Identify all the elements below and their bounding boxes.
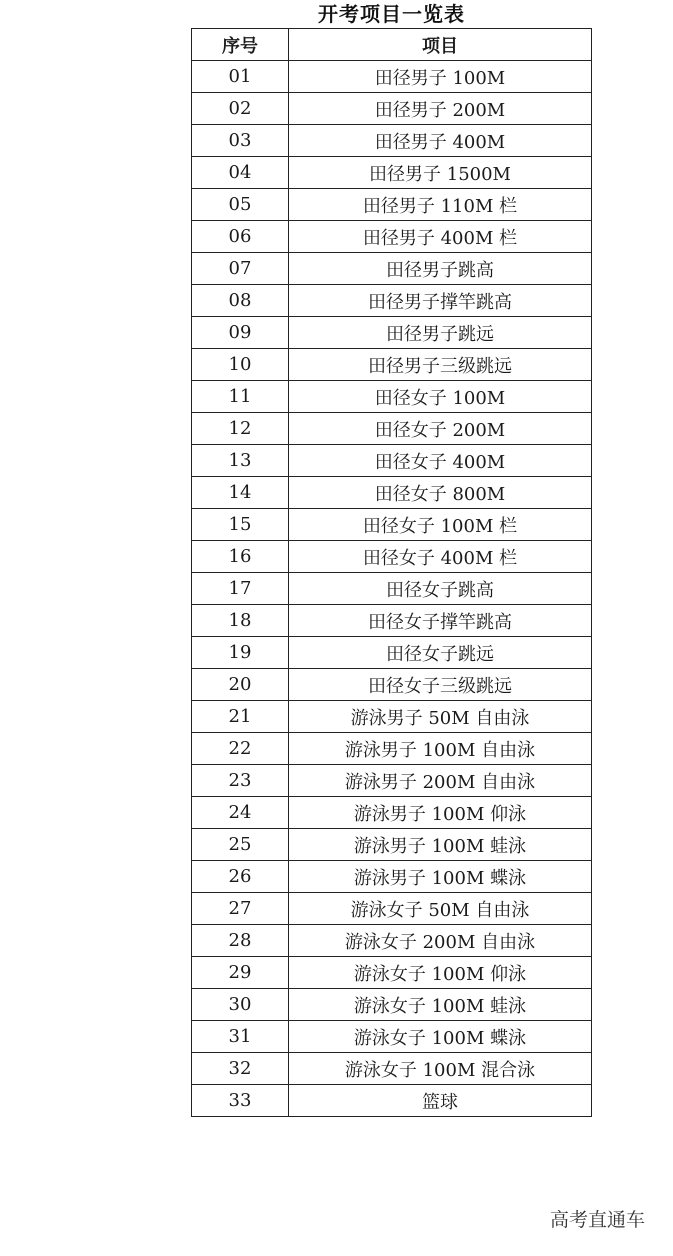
serial-number-cell: 21: [192, 701, 289, 733]
serial-number-cell: 33: [192, 1085, 289, 1117]
table-row: [192, 989, 592, 1021]
serial-number-cell: 32: [192, 1053, 289, 1085]
item-name-cell: 游泳男子 100M 仰泳: [289, 797, 592, 829]
item-name-cell: 篮球: [289, 1085, 592, 1117]
table-row: [192, 221, 592, 253]
serial-number-cell: 24: [192, 797, 289, 829]
serial-number-cell: 15: [192, 509, 289, 541]
table-row: [192, 637, 592, 669]
serial-number-cell: 07: [192, 253, 289, 285]
serial-number-cell: 11: [192, 381, 289, 413]
item-name-cell: 游泳女子 100M 混合泳: [289, 1053, 592, 1085]
table-row: [192, 61, 592, 93]
table-header-row: [192, 29, 592, 61]
serial-number-cell: 03: [192, 125, 289, 157]
item-name-cell: 田径女子 100M: [289, 381, 592, 413]
serial-number-cell: 05: [192, 189, 289, 221]
item-name-cell: 田径男子跳高: [289, 253, 592, 285]
serial-number-cell: 16: [192, 541, 289, 573]
table-row: [192, 477, 592, 509]
table-row: [192, 861, 592, 893]
table-row: [192, 93, 592, 125]
serial-number-cell: 06: [192, 221, 289, 253]
item-name-cell: 游泳女子 50M 自由泳: [289, 893, 592, 925]
item-name-cell: 田径男子 1500M: [289, 157, 592, 189]
table-row: [192, 413, 592, 445]
table-row: [192, 573, 592, 605]
item-name-cell: 游泳女子 100M 仰泳: [289, 957, 592, 989]
table-row: [192, 925, 592, 957]
item-name-cell: 田径女子三级跳远: [289, 669, 592, 701]
watermark-text: 高考直通车: [549, 1209, 645, 1231]
item-name-cell: 田径女子撑竿跳高: [289, 605, 592, 637]
table-row: [192, 669, 592, 701]
item-name-cell: 游泳女子 100M 蛙泳: [289, 989, 592, 1021]
item-name-cell: 田径男子跳远: [289, 317, 592, 349]
item-name-cell: 游泳女子 100M 蝶泳: [289, 1021, 592, 1053]
table-row: [192, 253, 592, 285]
item-name-cell: 游泳男子 100M 蝶泳: [289, 861, 592, 893]
table-row: [192, 829, 592, 861]
header-serial-number: 序号: [192, 29, 289, 61]
table-row: [192, 189, 592, 221]
item-name-cell: 田径男子撑竿跳高: [289, 285, 592, 317]
serial-number-cell: 01: [192, 61, 289, 93]
serial-number-cell: 26: [192, 861, 289, 893]
item-name-cell: 田径男子三级跳远: [289, 349, 592, 381]
serial-number-cell: 02: [192, 93, 289, 125]
item-name-cell: 田径男子 400M: [289, 125, 592, 157]
serial-number-cell: 22: [192, 733, 289, 765]
table-row: [192, 1053, 592, 1085]
item-name-cell: 游泳男子 100M 自由泳: [289, 733, 592, 765]
item-name-cell: 田径男子 110M 栏: [289, 189, 592, 221]
serial-number-cell: 28: [192, 925, 289, 957]
table-row: [192, 349, 592, 381]
item-name-cell: 田径男子 100M: [289, 61, 592, 93]
table-row: [192, 797, 592, 829]
table-row: [192, 1021, 592, 1053]
table-row: [192, 733, 592, 765]
item-name-cell: 田径女子跳高: [289, 573, 592, 605]
serial-number-cell: 19: [192, 637, 289, 669]
exam-items-table: [191, 28, 592, 1117]
serial-number-cell: 25: [192, 829, 289, 861]
table-row: [192, 509, 592, 541]
item-name-cell: 田径女子 800M: [289, 477, 592, 509]
serial-number-cell: 04: [192, 157, 289, 189]
item-name-cell: 游泳男子 200M 自由泳: [289, 765, 592, 797]
item-name-cell: 游泳男子 50M 自由泳: [289, 701, 592, 733]
serial-number-cell: 27: [192, 893, 289, 925]
table-row: [192, 957, 592, 989]
item-name-cell: 田径男子 400M 栏: [289, 221, 592, 253]
serial-number-cell: 10: [192, 349, 289, 381]
serial-number-cell: 31: [192, 1021, 289, 1053]
table-row: [192, 893, 592, 925]
serial-number-cell: 29: [192, 957, 289, 989]
item-name-cell: 田径女子跳远: [289, 637, 592, 669]
item-name-cell: 田径女子 400M 栏: [289, 541, 592, 573]
table-row: [192, 125, 592, 157]
serial-number-cell: 23: [192, 765, 289, 797]
table-row: [192, 285, 592, 317]
serial-number-cell: 17: [192, 573, 289, 605]
document-title: 开考项目一览表: [318, 2, 465, 26]
table-row: [192, 381, 592, 413]
table-row: [192, 157, 592, 189]
serial-number-cell: 14: [192, 477, 289, 509]
item-name-cell: 游泳男子 100M 蛙泳: [289, 829, 592, 861]
item-name-cell: 田径女子 200M: [289, 413, 592, 445]
serial-number-cell: 30: [192, 989, 289, 1021]
serial-number-cell: 12: [192, 413, 289, 445]
header-item: 项目: [289, 29, 592, 61]
table-body: [192, 61, 592, 1117]
table-row: [192, 605, 592, 637]
item-name-cell: 田径女子 400M: [289, 445, 592, 477]
serial-number-cell: 09: [192, 317, 289, 349]
table-row: [192, 701, 592, 733]
serial-number-cell: 18: [192, 605, 289, 637]
serial-number-cell: 13: [192, 445, 289, 477]
table-row: [192, 541, 592, 573]
table-row: [192, 317, 592, 349]
item-name-cell: 田径男子 200M: [289, 93, 592, 125]
table-row: [192, 1085, 592, 1117]
serial-number-cell: 20: [192, 669, 289, 701]
serial-number-cell: 08: [192, 285, 289, 317]
item-name-cell: 田径女子 100M 栏: [289, 509, 592, 541]
table-row: [192, 445, 592, 477]
item-name-cell: 游泳女子 200M 自由泳: [289, 925, 592, 957]
table-row: [192, 765, 592, 797]
